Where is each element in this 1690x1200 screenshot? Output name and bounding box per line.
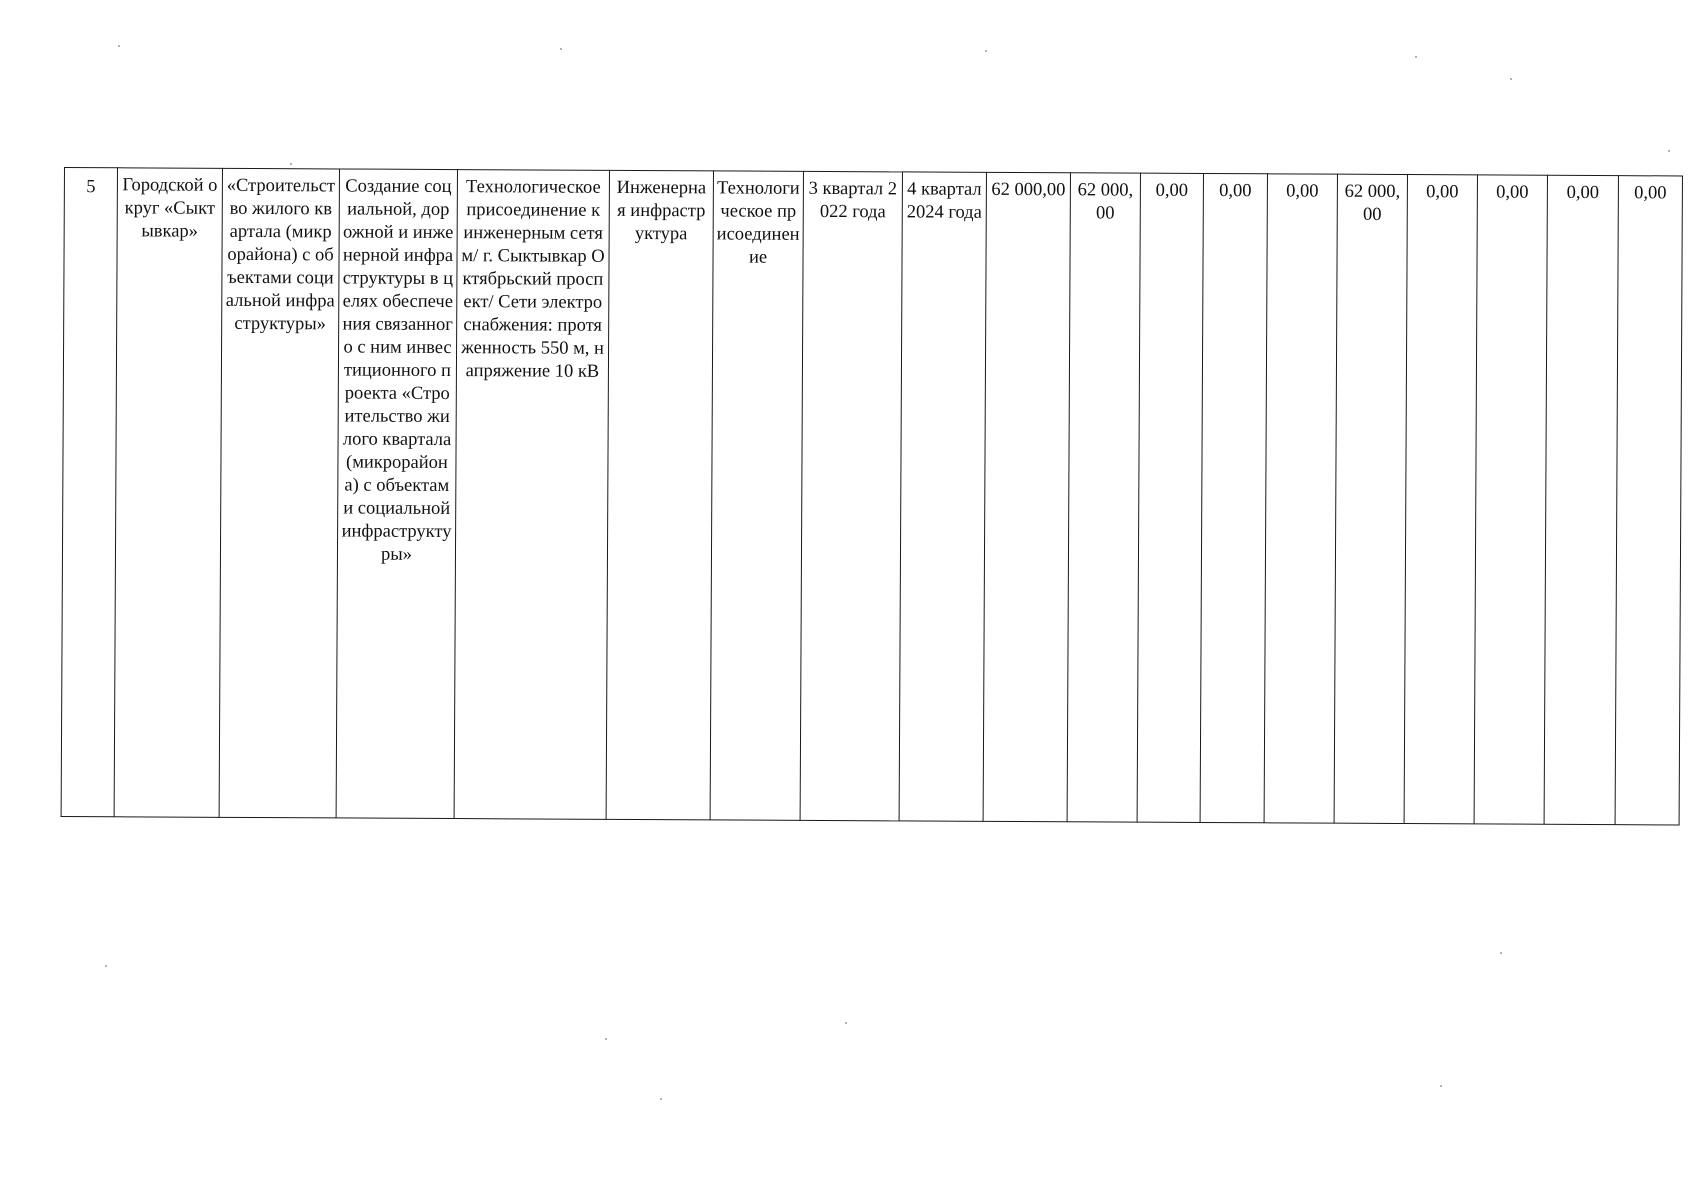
scan-speck [845,1022,847,1024]
scan-speck [985,50,987,52]
municipality-cell: Городской округ «Сыктывкар» [114,168,222,818]
amount-cell-2: 0,00 [1200,173,1267,822]
amount-cell-5: 0,00 [1404,175,1477,824]
amount-cell-7: 0,00 [1544,175,1618,824]
scan-speck [1668,150,1670,152]
scan-speck [660,1098,662,1100]
end-date-cell: 4 квартал 2024 года [899,172,986,821]
scan-speck [118,45,120,47]
start-date-cell: 3 квартал 2022 года [800,171,902,821]
goal-cell: Создание социальной, дорожной и инженерной инфраструктуры в целях обеспечения связанного с ним инвестиционного проекта «Строительство жилого квартала (микрорайона) с объектами социальной инфраструктуры» [336,169,457,819]
total-funding-cell: 62 000,00 [1067,173,1140,822]
amount-cell-1: 0,00 [1137,173,1203,822]
total-cost-cell: 62 000,00 [983,172,1070,821]
amount-cell-8: 0,00 [1615,176,1682,825]
work-type-cell: Технологическое присоединение [710,171,803,820]
scan-speck [605,1038,607,1040]
scan-speck [1510,78,1512,80]
scan-speck [290,163,292,165]
amount-cell-3: 0,00 [1264,174,1337,823]
scan-speck [560,48,562,50]
infrastructure-type-cell: Инженерная инфраструктура [606,170,713,820]
scan-speck [1500,952,1502,954]
scan-speck [1415,56,1417,58]
project-name-cell: «Строительство жилого квартала (микрорайона) с объектами социальной инфраструктуры» [219,168,339,818]
investment-project-table [61,167,1683,825]
scan-speck [1440,1085,1442,1087]
object-description-cell: Технологическое присоединение к инженерным сетям/ г. Сыктывкар Октябрьский проспект/ Сети электроснабжения: протяженность 550 м, напряжение 10 кВ [454,170,609,820]
amount-cell-6: 0,00 [1474,175,1547,824]
table-row [61,168,1682,825]
row-number-cell: 5 [61,168,117,817]
scan-speck [105,965,107,967]
amount-cell-4: 62 000,00 [1334,174,1407,823]
